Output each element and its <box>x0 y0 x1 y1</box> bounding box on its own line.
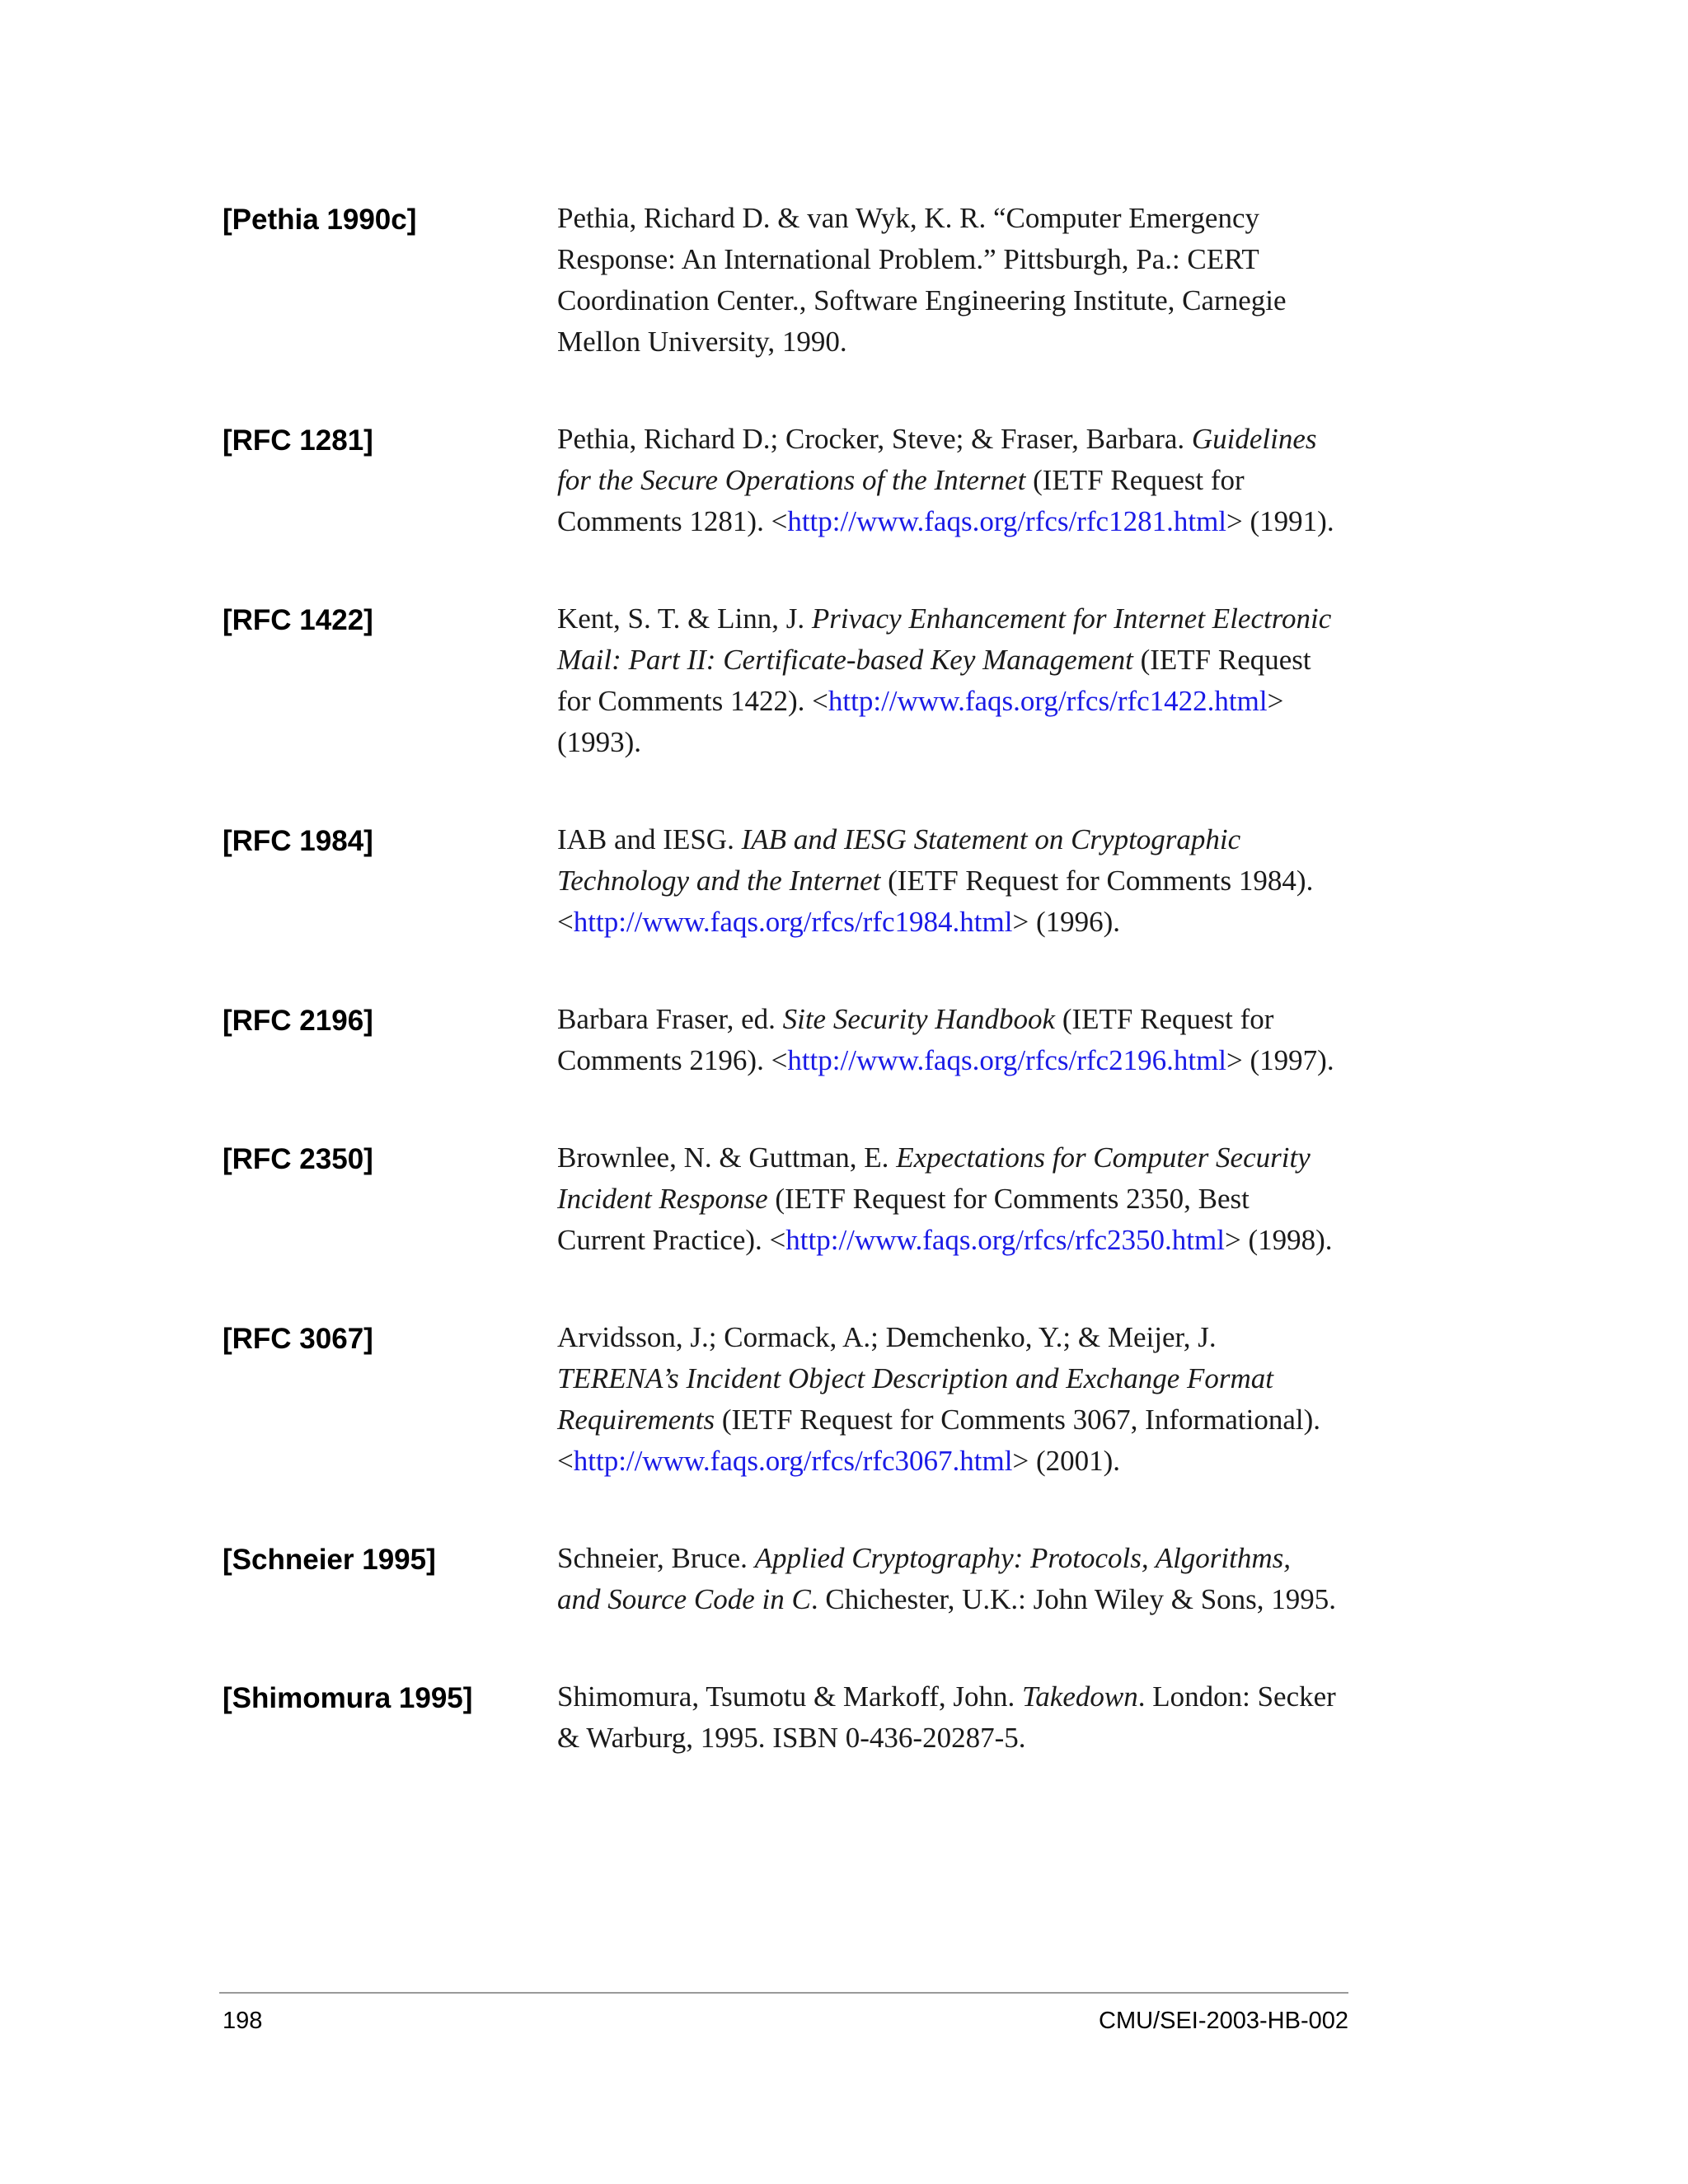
reference-url-link[interactable]: http://www.faqs.org/rfcs/rfc1422.html <box>828 685 1268 717</box>
reference-authors: Arvidsson, J.; Cormack, A.; Demchenko, Y.; & Meijer, J. <box>557 1321 1217 1353</box>
reference-text <box>557 1538 1340 1620</box>
reference-key: [Pethia 1990c] <box>223 204 417 236</box>
reference-authors: Shimomura, Tsumotu & Markoff, John. <box>557 1680 1023 1713</box>
reference-key: [RFC 1984] <box>223 825 373 857</box>
reference-url-link[interactable]: http://www.faqs.org/rfcs/rfc2350.html <box>785 1224 1225 1256</box>
reference-title: Expectations for Computer Security Incident Response <box>557 1141 1311 1215</box>
reference-authors: Schneier, Bruce. <box>557 1542 755 1574</box>
reference-text <box>557 999 1340 1081</box>
reference-publisher: . Chichester, U.K.: John Wiley & Sons, 1995. <box>810 1583 1337 1615</box>
document-id: CMU/SEI-2003-HB-002 <box>1099 2008 1348 2034</box>
reference-key: [RFC 1281] <box>223 424 373 457</box>
reference-title: Site Security Handbook <box>782 1003 1056 1035</box>
reference-entry-rfc-3067 <box>223 1317 1343 1482</box>
reference-url-link[interactable]: http://www.faqs.org/rfcs/rfc1281.html <box>787 505 1227 537</box>
reference-entry-rfc-1281 <box>223 419 1343 542</box>
reference-title: Privacy Enhancement for Internet Electronic Mail: Part II: Certificate-based Key Management <box>557 602 1332 676</box>
reference-year: > (1991). <box>1226 505 1334 537</box>
reference-url-link[interactable]: http://www.faqs.org/rfcs/rfc2196.html <box>787 1044 1227 1076</box>
reference-key: [RFC 1422] <box>223 604 373 636</box>
reference-title: Applied Cryptography: Protocols, Algorithms, and Source Code in C <box>557 1542 1292 1615</box>
reference-source: (IETF Request for Comments 2350, Best Current Practice). < <box>557 1183 1250 1256</box>
reference-title: TERENA’s Incident Object Description and Exchange Format Requirements <box>557 1362 1274 1436</box>
reference-authors: IAB and IESG. <box>557 823 742 855</box>
reference-year: > (1993). <box>557 685 1284 758</box>
reference-text: Pethia, Richard D. & van Wyk, K. R. “Computer Emergency Response: An International Problem.” Pittsburgh, Pa.: CERT Coordination Center., Software Engineering Institute, Carnegie Mellon University, 1990. <box>557 202 1287 358</box>
reference-url-link[interactable]: http://www.faqs.org/rfcs/rfc3067.html <box>573 1445 1013 1477</box>
reference-year: > (1996). <box>1012 906 1121 938</box>
reference-year: > (1997). <box>1226 1044 1334 1076</box>
reference-authors: Brownlee, N. & Guttman, E. <box>557 1141 897 1174</box>
reference-entry-rfc-2350 <box>223 1137 1343 1261</box>
reference-authors: Kent, S. T. & Linn, J. <box>557 602 812 635</box>
reference-title: IAB and IESG Statement on Cryptographic Technology and the Internet <box>557 823 1241 897</box>
reference-title: Guidelines for the Secure Operations of the Internet <box>557 423 1317 496</box>
reference-authors: Pethia, Richard D.; Crocker, Steve; & Fraser, Barbara. <box>557 423 1192 455</box>
reference-text <box>557 1317 1340 1482</box>
page-number: 198 <box>223 2008 263 2034</box>
reference-text <box>557 598 1340 763</box>
reference-key: [RFC 3067] <box>223 1323 373 1355</box>
reference-text <box>557 1137 1340 1261</box>
reference-title: Takedown <box>1022 1680 1138 1713</box>
reference-source: (IETF Request for Comments 3067, Informational). < <box>557 1404 1321 1477</box>
reference-list <box>223 198 1343 1815</box>
reference-year: > (1998). <box>1224 1224 1333 1256</box>
reference-year: > (2001). <box>1012 1445 1121 1477</box>
reference-entry-rfc-2196 <box>223 999 1343 1081</box>
reference-key: [Shimomura 1995] <box>223 1682 473 1714</box>
reference-url-link[interactable]: http://www.faqs.org/rfcs/rfc1984.html <box>573 906 1013 938</box>
reference-key: [RFC 2196] <box>223 1005 373 1037</box>
reference-source: (IETF Request for Comments 1422). < <box>557 644 1311 717</box>
reference-entry-rfc-1984 <box>223 819 1343 943</box>
reference-source: (IETF Request for Comments 2196). < <box>557 1003 1274 1076</box>
reference-entry-shimomura-1995 <box>223 1676 1343 1759</box>
reference-source: (IETF Request for Comments 1281). < <box>557 464 1245 537</box>
footer-divider <box>219 1992 1348 1994</box>
reference-authors: Barbara Fraser, ed. <box>557 1003 783 1035</box>
reference-key: [RFC 2350] <box>223 1143 373 1175</box>
reference-text <box>557 419 1340 542</box>
reference-entry-rfc-1422 <box>223 598 1343 763</box>
reference-key: [Schneier 1995] <box>223 1544 436 1576</box>
reference-source: (IETF Request for Comments 1984). < <box>557 865 1314 938</box>
reference-entry-pethia-1990c <box>223 198 1343 363</box>
reference-text <box>557 1676 1340 1759</box>
reference-entry-schneier-1995 <box>223 1538 1343 1620</box>
reference-publisher: . London: Secker & Warburg, 1995. ISBN 0-436-20287-5. <box>557 1680 1336 1754</box>
reference-text <box>557 819 1340 943</box>
